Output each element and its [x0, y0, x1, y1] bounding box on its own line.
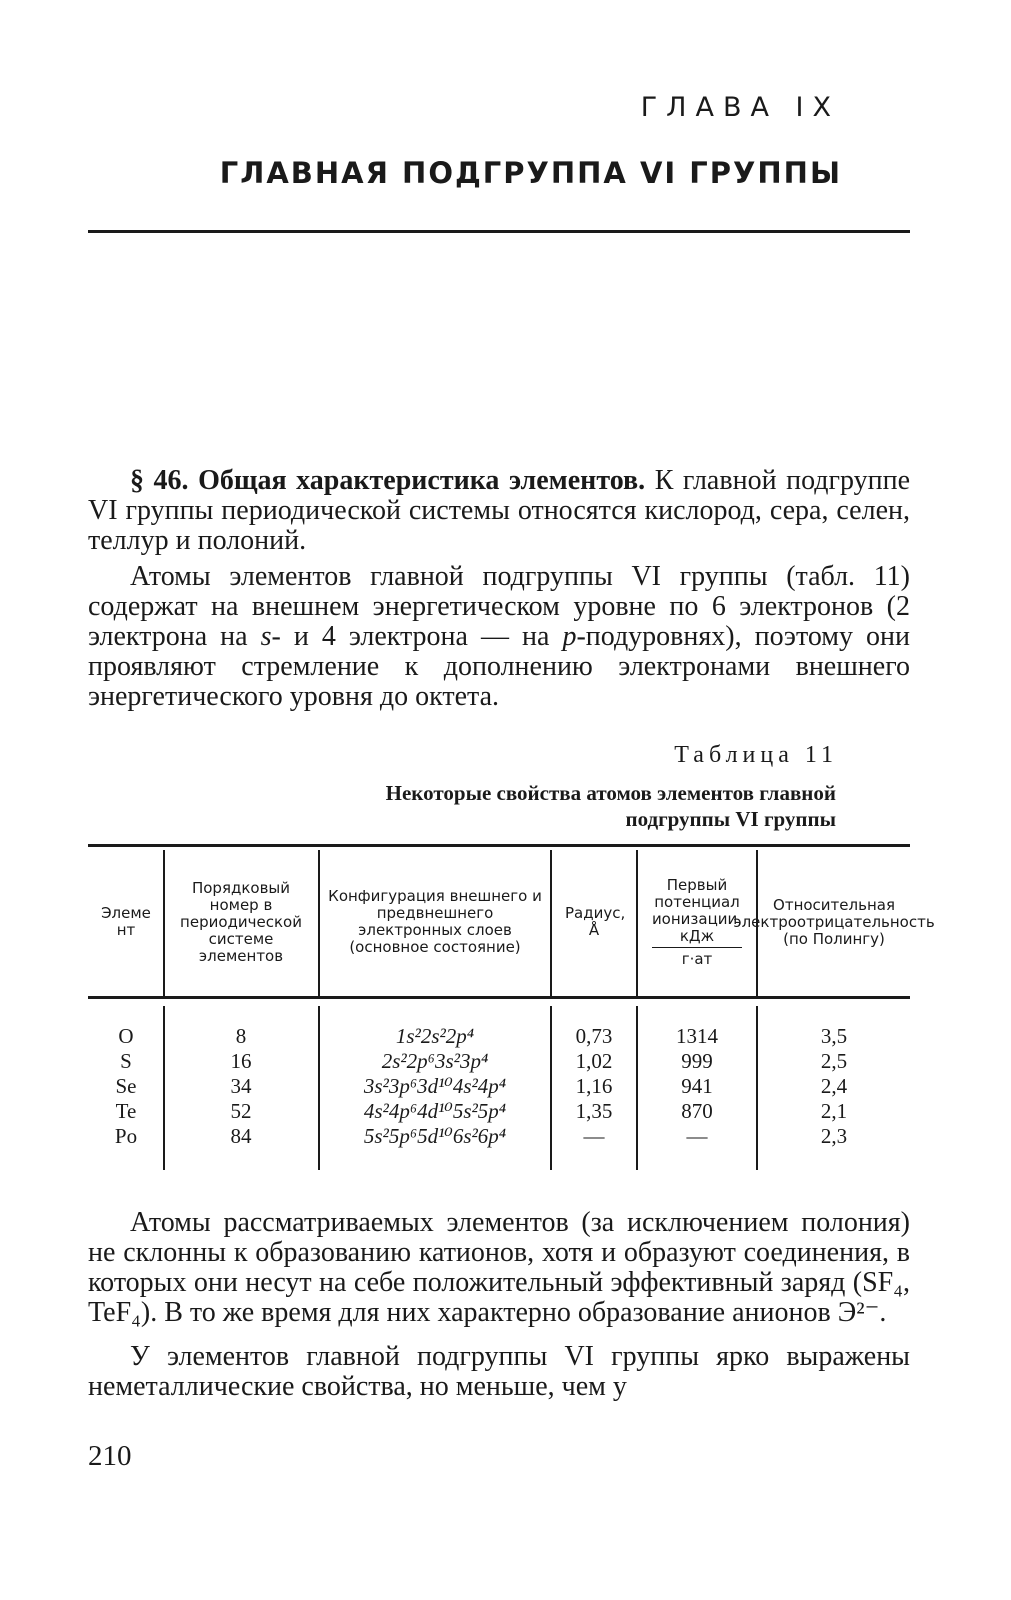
ionization-numerator: Первый потенциал ионизации, кДж: [652, 877, 742, 948]
section-heading: § 46. Общая характеристика элементов.: [130, 465, 646, 496]
column-divider: [550, 850, 552, 996]
ionization-denominator: г·ат: [681, 949, 713, 968]
closing-text-1: Атомы рассматриваемых элементов (за исключением полония) не склонны к образованию катионов, хотя и образуют соединения, в которых они несут на себе положительный эффективный заряд (SF₄, TeF₄). В то же время для них характерно образование анионов Э²⁻.: [88, 1207, 910, 1328]
header-configuration-text: Конфигурация внешнего и предвнешнего электронных слоев (основное состояние): [328, 887, 542, 956]
cell-electronegativity: 2,1: [820, 1099, 848, 1123]
cell-electronegativity: 3,5: [820, 1024, 848, 1048]
header-atomic-number: [168, 852, 314, 992]
cell-configuration: 1s²2s²2p⁴: [395, 1024, 475, 1048]
column-divider: [163, 1006, 165, 1170]
header-element: [92, 852, 160, 992]
table-caption-line1: Некоторые свойства атомов элементов главной: [385, 781, 836, 805]
cell-ionization: 999: [681, 1049, 713, 1073]
cell-atomic-number: 52: [230, 1099, 252, 1123]
cell-atomic-number: 16: [230, 1049, 252, 1073]
cell-ionization: 870: [681, 1099, 713, 1123]
table-top-rule: [88, 844, 910, 847]
atoms-text-part1: Атомы элементов главной подгруппы VI группы (табл. 11) содержат на внешнем энергетическом уровне по 6 электронов (2 электрона на: [88, 561, 910, 652]
column-divider: [318, 850, 320, 996]
header-element-text: Элемент: [101, 904, 151, 939]
cell-configuration: 2s²2p⁶3s²3p⁴: [381, 1049, 489, 1073]
column-element: [92, 1024, 160, 1149]
chapter-label: ГЛАВА IX: [640, 92, 840, 123]
atoms-paragraph: [88, 562, 910, 712]
closing-paragraphs: [88, 1208, 910, 1402]
column-divider: [636, 850, 638, 996]
closing-text-2: У элементов главной подгруппы VI группы ярко выражены неметаллические свойства, но меньше, чем у: [88, 1341, 910, 1402]
atoms-text-part3: -подуровнях), поэтому они проявляют стремление к дополнению электронами внешнего энергетического уровня до октета.: [88, 621, 910, 712]
table-header-rule: [88, 996, 910, 999]
column-divider: [756, 1006, 758, 1170]
page-number: 210: [88, 1440, 132, 1472]
section-intro-paragraph: [88, 466, 910, 556]
cell-atomic-number: 84: [230, 1124, 252, 1148]
column-divider: [163, 850, 165, 996]
header-electronegativity: [733, 852, 935, 992]
column-configuration: [324, 1024, 546, 1149]
column-divider: [550, 1006, 552, 1170]
cell-electronegativity: 2,4: [820, 1074, 848, 1098]
cell-radius: 0,73: [575, 1024, 613, 1048]
atoms-text-part2: - и 4 электрона — на: [271, 621, 563, 652]
header-radius-text: Радиус, Å: [565, 904, 626, 939]
cell-element: Se: [115, 1074, 137, 1098]
section-intro-text: К главной подгруппе VI группы периодической системы относятся кислород, сера, селен, теллур и полоний.: [88, 465, 911, 556]
cell-electronegativity: 2,3: [820, 1124, 848, 1148]
cell-ionization: —: [686, 1124, 708, 1148]
cell-element: O: [118, 1024, 134, 1048]
column-divider: [318, 1006, 320, 1170]
cell-element: Po: [114, 1124, 138, 1148]
header-electronegativity-text: Относительная электроотрицательность (по Полингу): [733, 895, 935, 948]
cell-configuration: 3s²3p⁶3d¹⁰4s²4p⁴: [363, 1074, 507, 1098]
column-divider: [636, 1006, 638, 1170]
cell-atomic-number: 8: [235, 1024, 247, 1048]
column-radius: [554, 1024, 634, 1149]
cell-radius: 1,35: [575, 1099, 613, 1123]
table-caption: [200, 780, 836, 832]
closing-paragraph-1: [88, 1208, 910, 1328]
closing-paragraph-2: [88, 1342, 910, 1402]
cell-radius: 1,02: [575, 1049, 613, 1073]
cell-atomic-number: 34: [230, 1074, 252, 1098]
cell-element: S: [120, 1049, 132, 1073]
cell-radius: —: [583, 1124, 605, 1148]
cell-ionization: 941: [681, 1074, 713, 1098]
header-rule: [88, 230, 910, 233]
header-configuration: [324, 852, 546, 992]
cell-configuration: 4s²4p⁶4d¹⁰5s²5p⁴: [363, 1099, 507, 1123]
header-radius: [554, 852, 634, 992]
column-ionization: [640, 1024, 754, 1149]
cell-element: Te: [115, 1099, 137, 1123]
p-sublevel-letter: p: [562, 621, 577, 652]
cell-electronegativity: 2,5: [820, 1049, 848, 1073]
cell-ionization: 1314: [676, 1024, 718, 1048]
column-atomic-number: [168, 1024, 314, 1149]
table-caption-line2: подгруппы VI группы: [625, 807, 836, 831]
column-electronegativity: [760, 1024, 908, 1149]
cell-configuration: 5s²5p⁶5d¹⁰6s²6p⁴: [363, 1124, 507, 1148]
table-number: Таблица 11: [674, 742, 838, 768]
cell-radius: 1,16: [575, 1074, 613, 1098]
header-atomic-number-text: Порядковый номер в периодической системе элементов: [180, 878, 302, 965]
s-sublevel-letter: s: [260, 621, 272, 652]
chapter-title: ГЛАВНАЯ ПОДГРУППА VI ГРУППЫ: [219, 156, 842, 190]
